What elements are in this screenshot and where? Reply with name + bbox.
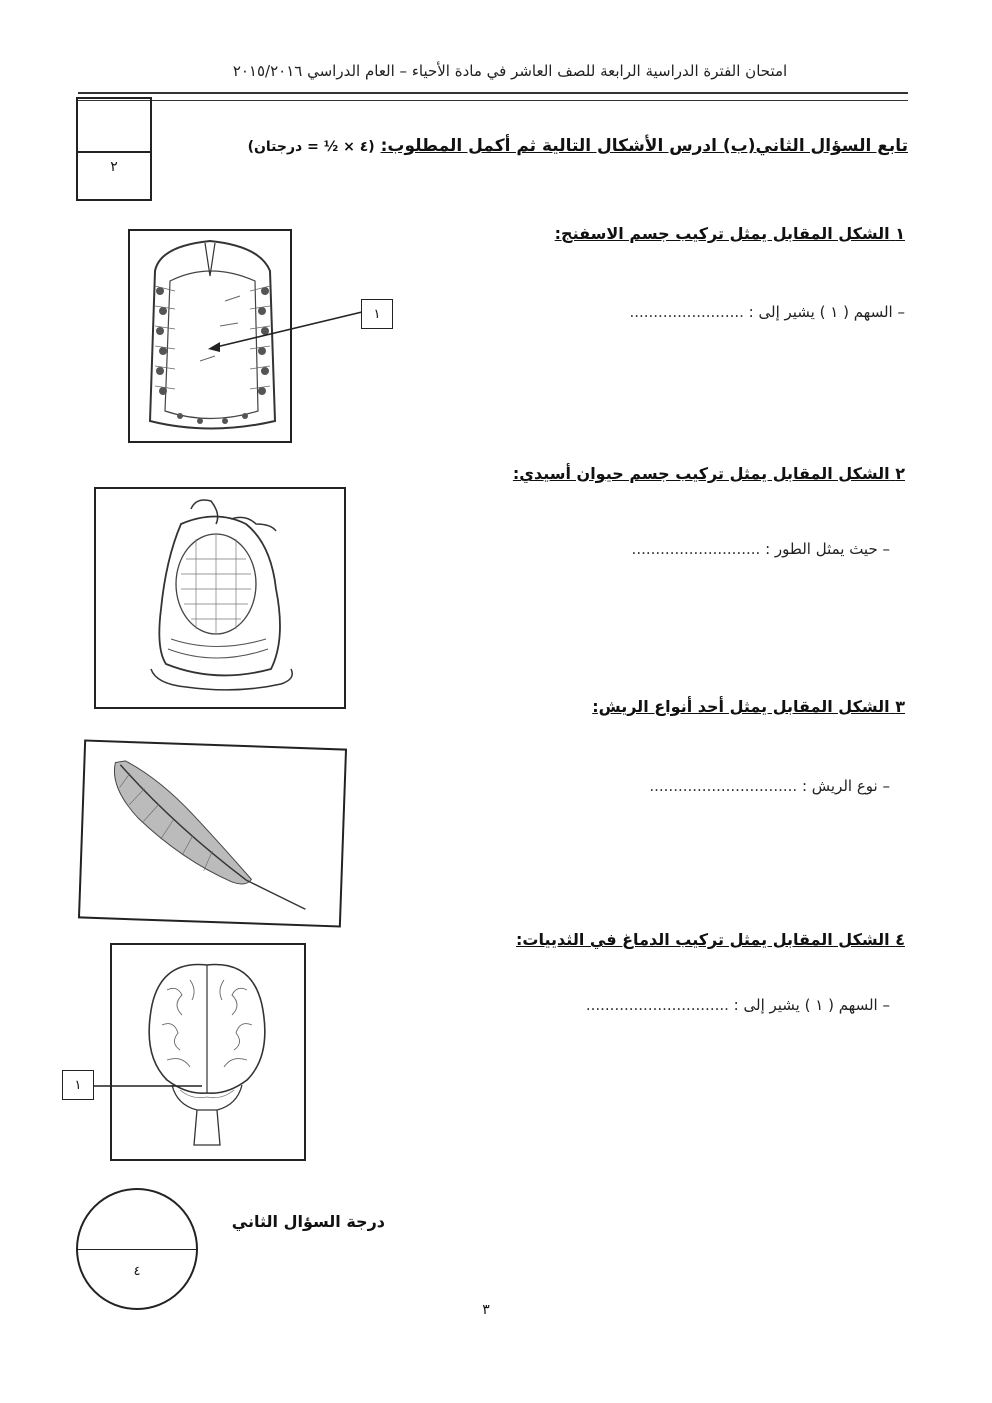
item-1-prompt: – السهم ( ١ ) يشير إلى : bbox=[748, 303, 905, 321]
item-1-title bbox=[520, 224, 905, 243]
item-3-title bbox=[550, 697, 905, 716]
item-4-arrow-label: ١ bbox=[62, 1070, 94, 1100]
question-heading-text: تابع السؤال الثاني(ب) ادرس الأشكال التالية ثم أكمل المطلوب: bbox=[380, 136, 908, 156]
item-1-number: ١ bbox=[895, 224, 905, 243]
item-1-arrow bbox=[200, 300, 365, 360]
item-4-answer-dots: .............................. bbox=[585, 996, 729, 1014]
question-heading bbox=[232, 136, 908, 156]
exam-header-title: امتحان الفترة الدراسية الرابعة للصف العاشر في مادة الأحياء – العام الدراسي ٢٠١٥/٢٠١٦ bbox=[232, 62, 788, 80]
score-box-value: ٢ bbox=[110, 159, 118, 175]
item-4-title-text: الشكل المقابل يمثل تركيب الدماغ في الثدييات: bbox=[516, 930, 890, 949]
ascidian-illustration bbox=[96, 489, 344, 707]
total-score-value: ٤ bbox=[133, 1264, 141, 1279]
item-1-line bbox=[490, 303, 905, 321]
item-2-prompt: – حيث يمثل الطور : bbox=[765, 540, 890, 558]
item-4-line bbox=[520, 996, 890, 1014]
item-4-title bbox=[460, 930, 905, 949]
item-4-prompt: – السهم ( ١ ) يشير إلى : bbox=[733, 996, 890, 1014]
item-2-title-text: الشكل المقابل يمثل تركيب جسم حيوان أسيدي: bbox=[512, 464, 890, 483]
item-2-number: ٢ bbox=[895, 464, 905, 483]
total-score-circle bbox=[76, 1188, 198, 1310]
item-1-title-text: الشكل المقابل يمثل تركيب جسم الاسفنج: bbox=[554, 224, 890, 243]
item-3-answer-dots: ............................... bbox=[649, 777, 798, 795]
feather-illustration bbox=[80, 742, 345, 926]
score-box-divider bbox=[78, 151, 150, 153]
item-1-arrow-label: ١ bbox=[361, 299, 393, 329]
item-2-line bbox=[530, 540, 890, 558]
item-3-title-text: الشكل المقابل يمثل أحد أنواع الريش: bbox=[592, 697, 890, 716]
item-3-line bbox=[585, 777, 890, 795]
ascidian-figure bbox=[94, 487, 346, 709]
feather-figure bbox=[78, 739, 347, 927]
score-box bbox=[76, 97, 152, 201]
item-3-prompt: – نوع الريش : bbox=[801, 777, 890, 795]
item-1-answer-dots: ........................ bbox=[629, 303, 744, 321]
item-4-pointer-line bbox=[92, 1080, 204, 1092]
brain-figure bbox=[110, 943, 306, 1161]
item-3-number: ٣ bbox=[895, 697, 905, 716]
item-2-title bbox=[470, 464, 905, 483]
page-number: ٣ bbox=[482, 1302, 490, 1318]
brain-illustration bbox=[112, 945, 304, 1159]
item-4-number: ٤ bbox=[895, 930, 905, 949]
total-score-divider bbox=[78, 1249, 196, 1250]
total-score-label: درجة السؤال الثاني bbox=[231, 1212, 385, 1231]
item-2-answer-dots: ........................... bbox=[631, 540, 761, 558]
header-rule bbox=[78, 92, 908, 101]
question-marks: (٤ × ½ = درجتان) bbox=[247, 139, 375, 155]
